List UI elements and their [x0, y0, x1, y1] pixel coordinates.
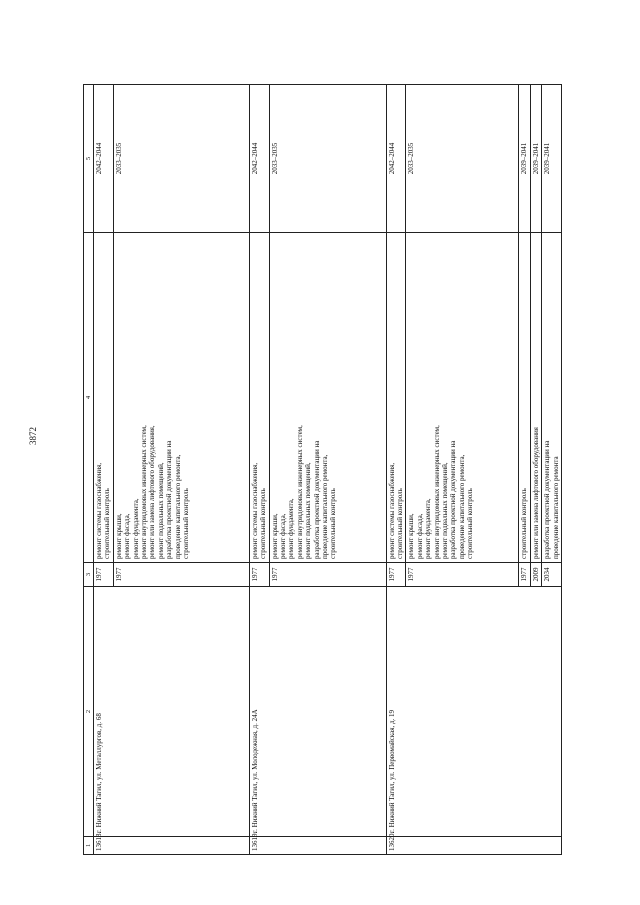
- work-item: строительный контроль: [182, 488, 191, 559]
- work-item: разработка проектной документации на: [449, 440, 458, 559]
- work-item: ремонт внутридомовых инженерных систем,: [432, 425, 441, 559]
- address-cell: г. Нижний Тагил, ул. Первомайская, д. 19: [386, 587, 561, 837]
- work-item: ремонт внутридомовых инженерных систем,: [295, 425, 304, 559]
- year-cell: 1977: [519, 563, 530, 587]
- work-item: ремонт фундамента,: [424, 498, 433, 559]
- work-item: ремонт внутридомовых инженерных систем,: [140, 425, 149, 559]
- work-types-cell: [249, 233, 269, 563]
- period-cell: 2042–2044: [386, 85, 406, 233]
- table-row: [249, 85, 269, 855]
- year-cell: 2009: [530, 563, 541, 587]
- register-table: [83, 84, 562, 855]
- work-item: ремонт фасада,: [415, 513, 424, 559]
- work-types-cell: [542, 233, 562, 563]
- table-row: [94, 85, 114, 855]
- header-cell: 5: [84, 85, 94, 233]
- address-cell: г. Нижний Тагил, ул. Молодежная, д. 24А: [249, 587, 386, 837]
- work-item: проведение капитального ремонта: [551, 456, 560, 559]
- period-cell: 2039–2041: [519, 85, 530, 233]
- work-types-cell: [519, 233, 530, 563]
- work-item: ремонт крыши,: [407, 513, 416, 559]
- year-cell: 1977: [406, 563, 519, 587]
- period-cell: 2033–2035: [113, 85, 249, 233]
- work-item: ремонт подвальных помещений,: [304, 462, 313, 559]
- year-cell: 2034: [542, 563, 562, 587]
- work-item: ремонт крыши,: [270, 513, 279, 559]
- work-item: ремонт крыши,: [114, 513, 123, 559]
- year-cell: 1977: [269, 563, 386, 587]
- work-item: строительный контроль: [466, 488, 475, 559]
- year-cell: 1977: [113, 563, 249, 587]
- header-cell: 3: [84, 563, 94, 587]
- header-cell: 4: [84, 233, 94, 563]
- work-item: проведение капитального ремонта,: [321, 454, 330, 559]
- work-item: строительный контроль: [103, 488, 112, 559]
- work-item: проведение капитального ремонта,: [173, 454, 182, 559]
- work-item: ремонт фундамента,: [287, 498, 296, 559]
- year-cell: 1977: [386, 563, 406, 587]
- rotated-register-table: [83, 85, 560, 855]
- page-number: 3872: [28, 427, 38, 445]
- period-cell: 2033–2035: [269, 85, 386, 233]
- header-cell: 1: [84, 837, 94, 855]
- work-item: ремонт фасада,: [123, 513, 132, 559]
- work-item: строительный контроль: [520, 488, 529, 559]
- row-number-cell: 13618.: [94, 837, 250, 855]
- work-types-cell: [386, 233, 406, 563]
- work-item: строительный контроль: [259, 488, 268, 559]
- period-cell: 2039–2041: [542, 85, 562, 233]
- work-item: строительный контроль: [329, 488, 338, 559]
- table-row: [386, 85, 406, 855]
- work-item: строительный контроль: [396, 488, 405, 559]
- header-row: [84, 85, 94, 855]
- work-item: ремонт или замена лифтового оборудования,: [148, 425, 157, 559]
- work-types-cell: [406, 233, 519, 563]
- work-item: разработка проектной документации на: [165, 440, 174, 559]
- period-cell: 2042–2044: [249, 85, 269, 233]
- address-cell: г. Нижний Тагил, ул. Металлургов, д. 68: [94, 587, 250, 837]
- row-number-cell: 13620.: [386, 837, 561, 855]
- period-cell: 2039–2041: [530, 85, 541, 233]
- work-types-cell: [269, 233, 386, 563]
- work-item: проведение капитального ремонта,: [457, 454, 466, 559]
- work-item: ремонт подвальных помещений,: [156, 462, 165, 559]
- work-item: разработка проектной документации на: [543, 440, 552, 559]
- work-item: разработка проектной документации на: [312, 440, 321, 559]
- header-cell: 2: [84, 587, 94, 837]
- work-types-cell: [530, 233, 541, 563]
- period-cell: 2042–2044: [94, 85, 114, 233]
- work-item: ремонт системы газоснабжения,: [387, 462, 396, 559]
- work-types-cell: [94, 233, 114, 563]
- year-cell: 1977: [249, 563, 269, 587]
- work-item: ремонт фундамента,: [131, 498, 140, 559]
- work-item: ремонт системы газоснабжения,: [250, 462, 259, 559]
- work-item: ремонт системы газоснабжения,: [95, 462, 103, 559]
- work-item: ремонт фасада,: [279, 513, 288, 559]
- period-cell: 2033–2035: [406, 85, 519, 233]
- work-types-cell: [113, 233, 249, 563]
- year-cell: 1977: [94, 563, 114, 587]
- row-number-cell: 13619.: [249, 837, 386, 855]
- work-item: ремонт подвальных помещений,: [441, 462, 450, 559]
- work-item: ремонт или замена лифтового оборудования: [531, 427, 540, 559]
